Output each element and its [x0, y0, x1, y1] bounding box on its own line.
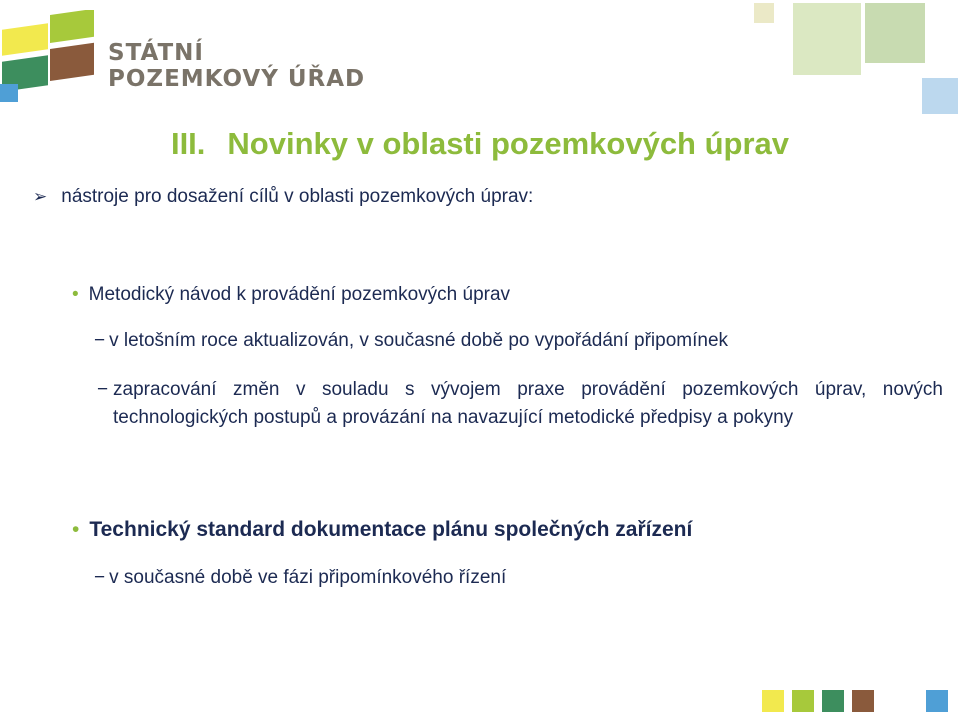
logo-mark	[0, 10, 100, 105]
slide-title	[0, 126, 960, 162]
logo-line-2: POZEMKOVÝ ÚŘAD	[108, 66, 366, 92]
title-number: III.	[170, 126, 206, 161]
bullet-icon: •	[72, 284, 79, 305]
sub-item-text: v současné době ve fázi připomínkového řízení	[109, 567, 507, 588]
intro-line	[33, 186, 533, 208]
title-text: Novinky v oblasti pozemkových úprav	[227, 126, 790, 161]
logo-line-1: STÁTNÍ	[108, 40, 204, 66]
sub-item-text: v letošním roce aktualizován, v současné době po vypořádání připomínek	[109, 330, 729, 351]
decor-bottom-square-3	[822, 690, 844, 712]
decor-bottom-square-1	[762, 690, 784, 712]
dash-icon: −	[97, 379, 109, 400]
logo-text	[108, 40, 365, 92]
bullet-icon: •	[72, 518, 80, 541]
list-item-2	[72, 518, 692, 542]
dash-icon: −	[94, 567, 106, 588]
decor-bottom-square-4	[852, 690, 874, 712]
decor-bottom-square-2	[792, 690, 814, 712]
dash-icon: −	[94, 330, 106, 351]
arrow-bullet-icon: ➢	[33, 187, 48, 206]
list-item-1	[72, 284, 510, 306]
sub-item-2-1	[94, 567, 944, 589]
decor-square-4	[922, 78, 958, 114]
list-item-label: Metodický návod k provádění pozemkových úprav	[88, 284, 511, 305]
decor-square-1	[754, 3, 774, 23]
list-item-label: Technický standard dokumentace plánu společných zařízení	[89, 518, 693, 541]
decor-square-2	[793, 3, 861, 75]
decor-bottom-square-5	[926, 690, 948, 712]
sub-item-1-1	[94, 330, 944, 352]
sub-item-1-2: zapracování změn v souladu s vývojem praxe provádění pozemkových úprav, nových technologických postupů a provázání na navazující metodické předpisy a pokyny	[113, 379, 943, 428]
decor-square-3	[865, 3, 925, 63]
intro-text: nástroje pro dosažení cílů v oblasti pozemkových úprav:	[61, 186, 534, 207]
